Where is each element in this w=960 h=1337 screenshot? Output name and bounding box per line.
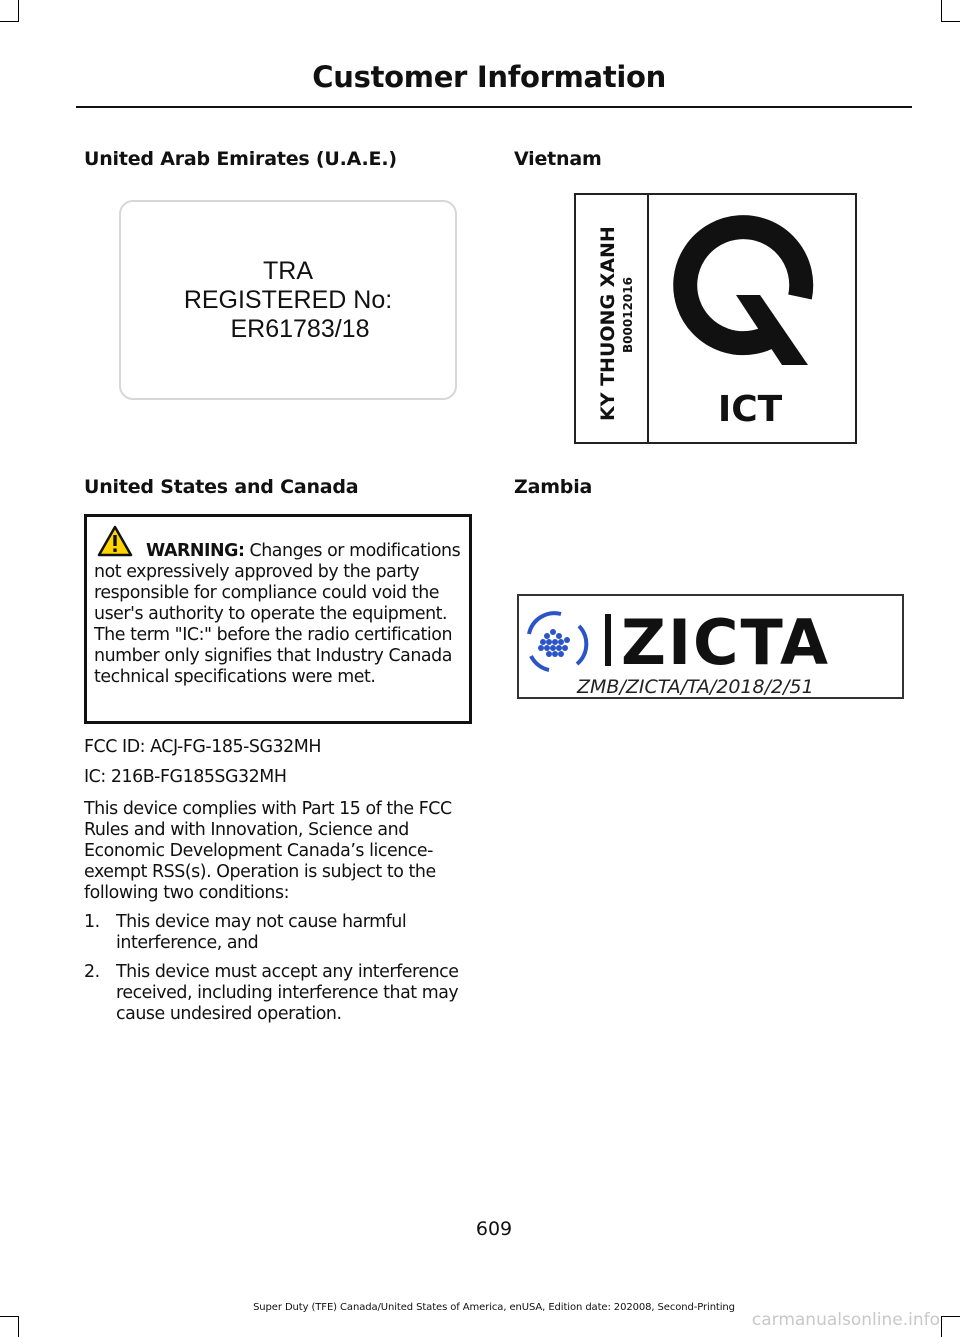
ict-mark: ICT	[717, 389, 783, 430]
list-number: 1.	[84, 912, 100, 932]
footer-text: Super Duty (TFE) Canada/United States of America, enUSA, Edition date: 202008, Second-Printing	[253, 1302, 735, 1313]
warning-label: WARNING:	[146, 541, 245, 561]
crop-mark	[941, 21, 960, 22]
list-number: 2.	[84, 962, 100, 982]
tra-line-2: REGISTERED No:	[183, 286, 393, 314]
heading-uae: United Arab Emirates (U.A.E.)	[84, 148, 397, 170]
tra-line-1: TRA	[263, 257, 313, 285]
warning-triangle-icon	[97, 525, 133, 557]
tra-registration-label	[119, 200, 457, 400]
fcc-id: FCC ID: ACJ-FG-185-SG32MH	[84, 737, 321, 757]
watermark: carmanualsonline.info	[751, 1310, 940, 1330]
ic-id: IC: 216B-FG185SG32MH	[84, 767, 287, 787]
header-rule	[76, 106, 912, 108]
zicta-number: ZMB/ZICTA/TA/2018/2/51	[577, 676, 814, 697]
page-number: 609	[475, 1218, 513, 1240]
ict-logo	[576, 195, 855, 442]
list-item	[84, 962, 479, 1025]
tra-line-3: ER61783/18	[230, 315, 370, 343]
heading-vietnam: Vietnam	[514, 148, 602, 170]
crop-mark	[18, 1316, 19, 1337]
crop-mark	[18, 0, 19, 22]
ict-side-text: KY THUONG XANH	[597, 226, 619, 421]
crop-mark	[941, 1316, 960, 1317]
ict-certification-label	[574, 193, 857, 444]
page-title: Customer Information	[312, 60, 666, 94]
compliance-text: This device complies with Part 15 of the FCC Rules and with Innovation, Science and Economic Development Canada’s licence-exempt RSS(s). Operation is subject to the following two conditions:	[84, 799, 452, 903]
ict-code: B00012016	[621, 277, 635, 353]
crop-mark	[0, 21, 19, 22]
list-text: This device must accept any interference received, including interference that may cause undesired operation.	[116, 962, 459, 1024]
zicta-logo	[519, 596, 902, 697]
list-text: This device may not cause harmful interference, and	[116, 912, 407, 953]
globe-emblem-icon	[529, 613, 586, 670]
zicta-certification-label	[517, 594, 904, 699]
list-item	[84, 912, 479, 954]
crop-mark	[0, 1316, 19, 1317]
warning-text: Changes or modifications not expressively approved by the party responsible for compliance could void the user's authority to operate the equipment. The term "IC:" before the radio certification number only signifies that Industry Canada technical specifications were met.	[94, 541, 461, 687]
warning-box	[84, 514, 472, 724]
crop-mark	[941, 1316, 942, 1337]
heading-zambia: Zambia	[514, 476, 593, 498]
crop-mark	[941, 0, 942, 22]
heading-us-canada: United States and Canada	[84, 476, 359, 498]
zicta-mark: ZICTA	[621, 606, 830, 679]
